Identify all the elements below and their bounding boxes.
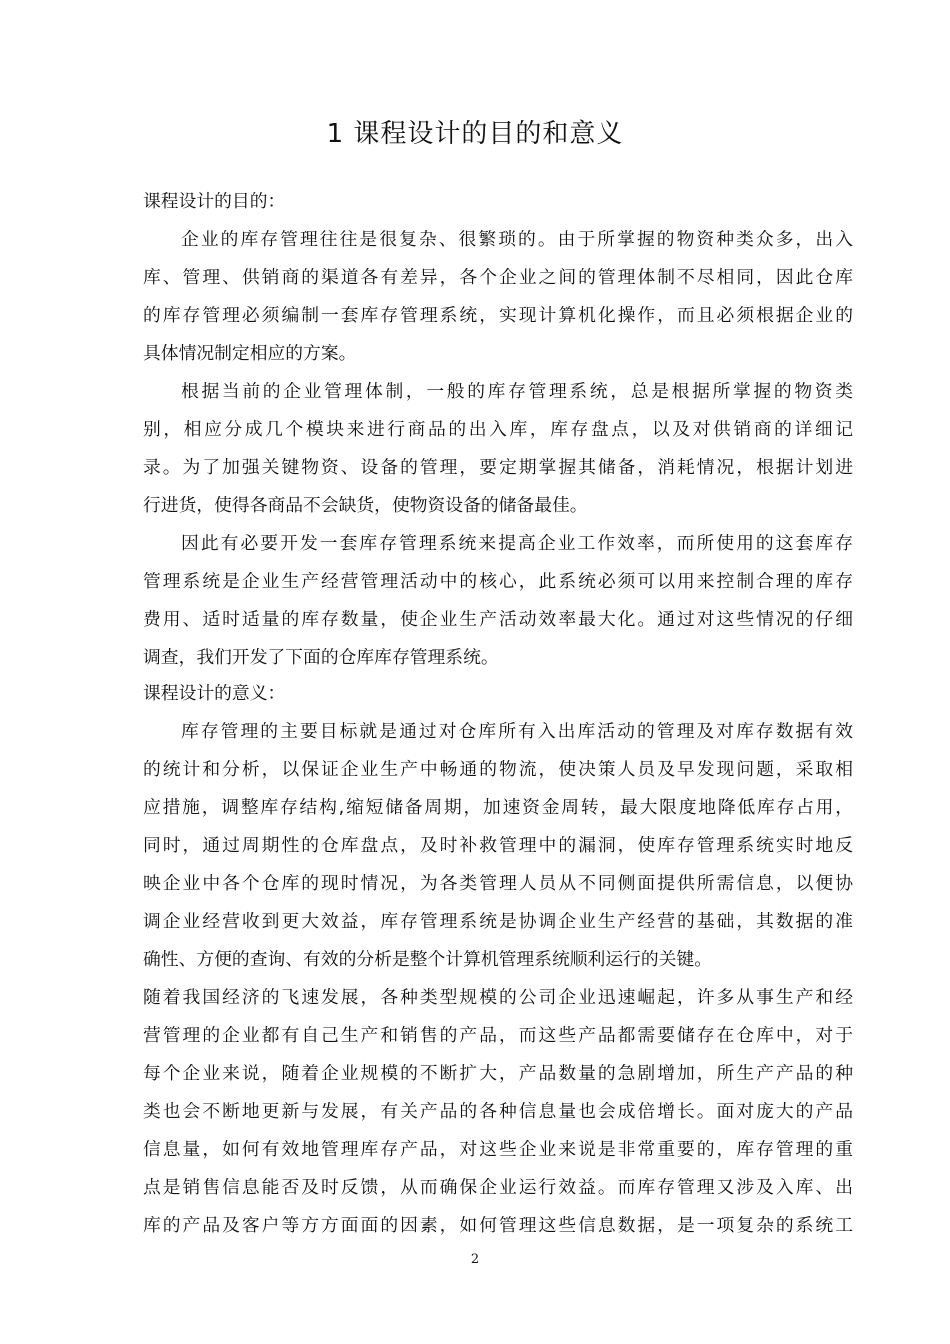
- text-line: 随着我国经济的飞速发展，各种类型规模的公司企业迅速崛起，许多从事生产和经: [143, 987, 853, 1008]
- text-line: 根据当前的企业管理体制，一般的库存管理系统，总是根据所掌握的物资类: [181, 381, 853, 402]
- text-line: 调查，我们开发了下面的仓库库存管理系统。: [143, 647, 499, 668]
- text-line: 每个企业来说，随着企业规模的不断扩大，产品数量的急剧增加，所生产产品的种: [143, 1063, 853, 1084]
- text-line: 具体情况制定相应的方案。: [143, 343, 357, 364]
- text-line: 库的产品及客户等方方面面的因素，如何管理这些信息数据，是一项复杂的系统工: [143, 1215, 853, 1236]
- text-line: 信息量，如何有效地管理库存产品，对这些企业来说是非常重要的，库存管理的重: [143, 1139, 853, 1160]
- text-line: 应措施，调整库存结构,缩短储备周期，加速资金周转，最大限度地降低库存占用，: [143, 797, 853, 818]
- text-line: 同时，通过周期性的仓库盘点，及时补救管理中的漏洞，使库存管理系统实时地反: [143, 835, 853, 856]
- text-line: 营管理的企业都有自己生产和销售的产品，而这些产品都需要储存在仓库中，对于: [143, 1025, 853, 1046]
- text-line: 费用、适时适量的库存数量，使企业生产活动效率最大化。通过对这些情况的仔细: [143, 609, 853, 630]
- text-line: 点是销售信息能否及时反馈，从而确保企业运行效益。而库存管理又涉及入库、出: [143, 1177, 853, 1198]
- text-line: 库、管理、供销商的渠道各有差异，各个企业之间的管理体制不尽相同，因此仓库: [143, 267, 853, 288]
- page-number: 2: [470, 1252, 480, 1267]
- text-line: 库存管理的主要目标就是通过对仓库所有入出库活动的管理及对库存数据有效: [181, 721, 853, 742]
- text-line: 企业的库存管理往往是很复杂、很繁琐的。由于所掌握的物资种类众多，出入: [181, 229, 853, 250]
- text-line: 调企业经营收到更大效益，库存管理系统是协调企业生产经营的基础，其数据的准: [143, 911, 853, 932]
- text-line: 录。为了加强关键物资、设备的管理，要定期掌握其储备，消耗情况，根据计划进: [143, 457, 853, 478]
- text-line: 因此有必要开发一套库存管理系统来提高企业工作效率，而所使用的这套库存: [181, 533, 853, 554]
- text-line: 类也会不断地更新与发展，有关产品的各种信息量也会成倍增长。面对庞大的产品: [143, 1101, 853, 1122]
- subheading-purpose: 课程设计的目的：: [143, 191, 286, 212]
- text-line: 的库存管理必须编制一套库存管理系统，实现计算机化操作，而且必须根据企业的: [143, 305, 853, 326]
- text-line: 行进货，使得各商品不会缺货，使物资设备的储备最佳。: [143, 495, 588, 516]
- text-line: 确性、方便的查询、有效的分析是整个计算机管理系统顺利运行的关键。: [143, 949, 713, 970]
- text-line: 管理系统是企业生产经营管理活动中的核心，此系统必须可以用来控制合理的库存: [143, 571, 853, 592]
- subheading-significance: 课程设计的意义：: [143, 683, 286, 704]
- text-line: 的统计和分析，以保证企业生产中畅通的物流，使决策人员及早发现问题，采取相: [143, 759, 853, 780]
- section-title: 1 课程设计的目的和意义: [326, 119, 624, 149]
- text-line: 映企业中各个仓库的现时情况，为各类管理人员从不同侧面提供所需信息，以便协: [143, 873, 853, 894]
- text-line: 别，相应分成几个模块来进行商品的出入库，库存盘点，以及对供销商的详细记: [143, 419, 853, 440]
